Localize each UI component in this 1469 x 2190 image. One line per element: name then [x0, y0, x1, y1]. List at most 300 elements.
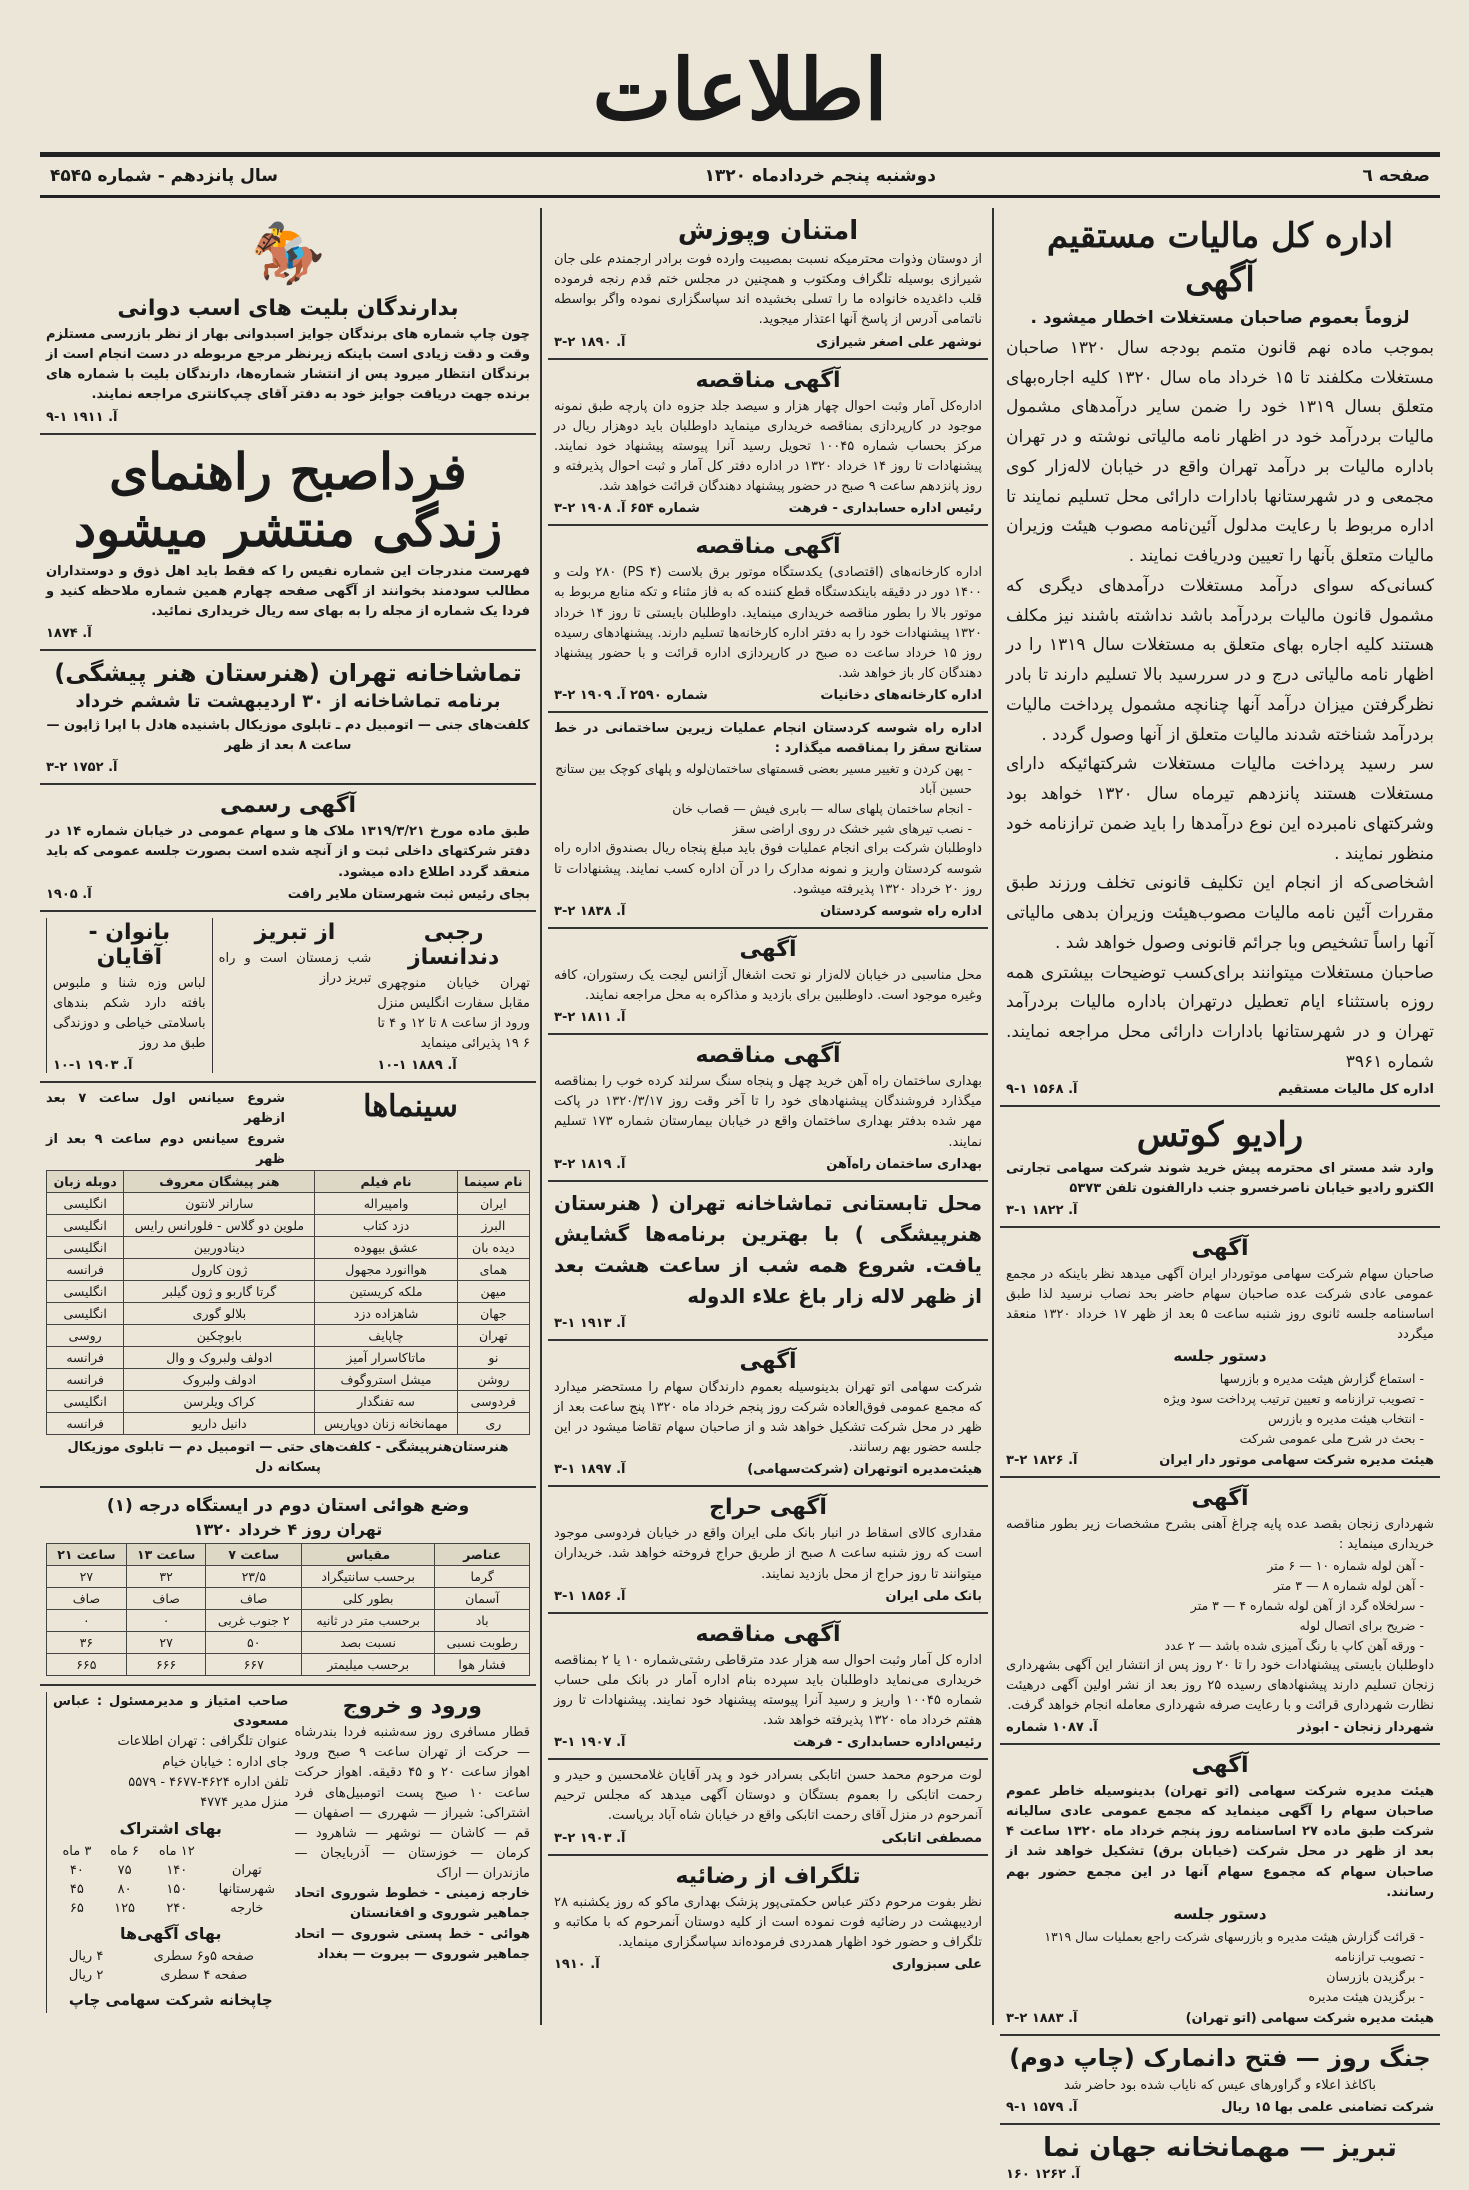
- weather-cell: برحسب سانتیگراد: [302, 1566, 435, 1588]
- zanjan-item: - آهن لوله شماره ۱۰ — ۶ متر: [1006, 1556, 1424, 1576]
- tax-notice: [1000, 208, 1440, 1107]
- tax-heading: اداره کل مالیات مستقیم: [1046, 216, 1394, 256]
- cinema-cell: تهران: [457, 1324, 529, 1346]
- tender-heading: آگهی مناقصه: [695, 1621, 841, 1647]
- shares-notice: [548, 1341, 988, 1488]
- cinema-row: [47, 1346, 530, 1368]
- horse-rider-icon: 🏇: [250, 219, 326, 289]
- tender-meters: [548, 1614, 988, 1761]
- publisher-line: تلفن اداره ۴۶۲۴-۴۶۷۷ - ۵۵۷۹: [128, 1774, 289, 1790]
- zanjan-item: - ضریح برای اتصال لوله: [1006, 1616, 1424, 1636]
- weather-cell: ۳۶: [47, 1632, 127, 1654]
- column-middle: [548, 208, 988, 2025]
- ads-price-cell: ۴ ریال: [68, 1948, 104, 1964]
- book-publisher: شرکت تضامنی علمی بها ۱۵ ریال: [1221, 2100, 1434, 2116]
- thanks-signature: نوشهر علی اصغر شیرازی: [816, 334, 982, 350]
- tender-body: اداره کل آمار وثبت احوال سه هزار عدد مترقاطی رشتی‌شماره ۱۰ یا ۲ بمناقصه خریداری می‌نماید داوطلبان باید سپرده بنام اداره آمار در بانک ملی حساب شماره ۱۰۰۴۵ واریز و رسید آنرا پیوسته پیشنهاد خود نمایند. پیشنهادات تا روز هفتم خرداد ماه ۱۳۲۰ پذیرفته خواهد شد.: [554, 1652, 983, 1729]
- tax-signature: اداره کل مالیات مستقیم: [1278, 1081, 1434, 1097]
- weather-cell: ۲۳/۵: [206, 1566, 302, 1588]
- subs-cell: خارجه: [230, 1900, 264, 1916]
- shares-ref: آ. ۱۸۹۷ ۱-۳: [554, 1462, 626, 1478]
- traffic-box: [295, 1692, 531, 2013]
- cinema-row: [47, 1302, 530, 1324]
- cinema-row: [47, 1258, 530, 1280]
- traffic-body: قطار مسافری روز سه‌شنبه فردا بندرشاه — حرکت از تهران ساعت ۹ صبح ورود اهواز ساعت ۲۰ و ۴۵ دقیقه. اهواز حرکت ساعت ۱۰ صبح پست اتومبیل‌های فرد اشتراکی: شیراز — شهرری — اصفهان — قم — کاشان — نوشهر — شاهرود — کرمان — خوزستان — آذربایجان — مازندران — اراک: [294, 1725, 530, 1882]
- telegram-notice: [548, 1856, 988, 1980]
- subs-cell: ۴۰: [69, 1862, 84, 1878]
- cinema-cell: چاپایف: [315, 1324, 457, 1346]
- meeting-agenda: [1006, 1927, 1434, 2007]
- mourning-notice: [548, 1760, 988, 1855]
- weather-cell: بطور کلی: [302, 1588, 435, 1610]
- cinema-cell: البرز: [457, 1214, 529, 1236]
- subs-cell: ۸۰: [117, 1881, 132, 1897]
- mourning-ref: آ. ۱۹۰۳ ۲-۳: [554, 1830, 626, 1846]
- footer-info: [40, 1686, 536, 2021]
- zanjan-item: - ورقه آهن کاپ با رنگ آمیزی شده باشد — ۲ عدد: [1006, 1636, 1424, 1656]
- book-ref: آ. ۱۵۷۹ ۱-۹: [1006, 2100, 1078, 2116]
- weather-cell: ۶۶۶: [126, 1654, 206, 1676]
- auction-notice: [548, 1487, 988, 1613]
- road-ref: آ. ۱۸۳۸ ۲-۳: [554, 903, 626, 919]
- small-ad-body: شب زمستان است و راه تبریز دراز: [218, 950, 372, 986]
- cinema-row: [47, 1390, 530, 1412]
- tax-signature-row: [1006, 1082, 1434, 1097]
- thanks-heading: امتنان وپوزش: [677, 216, 859, 246]
- rent-heading: آگهی: [739, 936, 797, 962]
- cinema-cell: ژون کارول: [124, 1258, 315, 1280]
- tax-paragraph: اشخاصی‌که از انجام این تکلیف قانونی تخلف ورزند طبق مقررات آئین نامه مالیات مصوب‌هیئت وزیران بدهی مالیاتی آنها راساً تشخیص وبا جرائم قانونی وصول خواهد شد .: [1006, 873, 1434, 953]
- weather-cell: ۰: [47, 1610, 127, 1632]
- tender-ref: آ. ۱۸۱۹ ۲-۳: [554, 1156, 626, 1172]
- agenda-item: - برگزیدن بازرسان: [1006, 1967, 1424, 1987]
- cinema-cell: انگلیسی: [47, 1214, 124, 1236]
- column-right: [1000, 208, 1440, 2183]
- road-item: - انجام ساختمان پلهای ساله — بابری فیش — قصاب خان: [554, 799, 972, 819]
- hotel-heading: تبریز — مهمانخانه جهان نما: [1043, 2133, 1397, 2164]
- tender-signature: اداره کارخانه‌های دخانیات: [820, 688, 982, 704]
- agenda-item: - تصویب ترازنامه: [1006, 1947, 1424, 1967]
- road-tender: [548, 713, 988, 929]
- publisher-line: صاحب امتیاز و مدیرمسئول : عباس مسعودی: [53, 1694, 289, 1730]
- cinema-cell: ملوین دو گلاس - فلورانس رایس: [124, 1214, 315, 1236]
- official-ref: آ. ۱۹۰۵: [46, 886, 92, 902]
- issue-date: دوشنبه پنجم خردادماه ۱۳۲۰: [704, 166, 936, 186]
- cinema-row: [47, 1324, 530, 1346]
- subs-cell: ۶۵: [69, 1900, 84, 1916]
- official-notice: [40, 785, 536, 911]
- cinema-cell: هواانورد مجهول: [315, 1258, 457, 1280]
- weather-cell: ۲ جنوب غربی: [206, 1610, 302, 1632]
- weather-cell: ۲۷: [126, 1632, 206, 1654]
- theatre-program: [40, 651, 536, 785]
- subs-cell: ۷۵: [117, 1862, 132, 1878]
- publisher-box: [46, 1692, 289, 2013]
- subs-cell: شهرستانها: [218, 1881, 276, 1897]
- cinema-cell: گرتا گاربو و ژون گیلبر: [124, 1280, 315, 1302]
- small-ad-ref: آ. ۱۸۸۹ ۱-۱۰: [377, 1058, 457, 1074]
- subs-row: [53, 1880, 289, 1899]
- tax-lead: لزوماً بعموم صاحبان مستغلات اخطار میشود .: [1030, 308, 1410, 328]
- radio-ref: آ. ۱۸۲۲ ۱-۳: [1006, 1202, 1078, 1218]
- radio-ad: [1000, 1107, 1440, 1228]
- subs-column-header: ۱۲ ماه: [158, 1843, 195, 1859]
- lottery-notice: [40, 208, 536, 435]
- cinema-row: [47, 1214, 530, 1236]
- agenda-item: - قرائت گزارش هیئت مدیره و بازرسهای شرکت راجع بعملیات سال ۱۳۱۹: [1006, 1927, 1424, 1947]
- auction-heading: آگهی حراج: [709, 1495, 827, 1521]
- column-rule: [992, 208, 994, 2025]
- tender-heading: آگهی مناقصه: [695, 367, 841, 393]
- cinema-cell: انگلیسی: [47, 1302, 124, 1324]
- issue-number: سال پانزدهم - شماره ۴۵۴۵: [50, 166, 278, 186]
- small-ad: [46, 918, 206, 1074]
- guide-magazine-ad: [40, 435, 536, 651]
- cinema-cell: ملکه کریستین: [315, 1280, 457, 1302]
- subs-cell: ۱۲۵: [114, 1900, 136, 1916]
- ads-price-row: [53, 1966, 289, 1985]
- cinema-row: [47, 1192, 530, 1214]
- tax-subheading: آگهی: [1185, 260, 1255, 300]
- publisher-line: جای اداره : خیابان خیام: [162, 1754, 289, 1770]
- agenda-item: - استماع گزارش هیئت مدیره و بازرسها: [1006, 1369, 1424, 1389]
- telegram-signature: علی سبزواری: [892, 1957, 982, 1973]
- hotel-ref: آ. ۱۲۶۲ ۱۶۰: [1006, 2167, 1081, 2183]
- cinema-footer: هنرستان‌هنرپیشگی - کلفت‌های حتی — اتومبیل دم — تابلوی موزیکال پسکانه دل: [67, 1439, 509, 1475]
- weather-cell: گرما: [435, 1566, 530, 1588]
- hotel-ad: [1000, 2125, 1440, 2190]
- cinema-cell: روشن: [457, 1368, 529, 1390]
- cinema-cell: انگلیسی: [47, 1192, 124, 1214]
- cinema-cell: انگلیسی: [47, 1390, 124, 1412]
- column-left: [40, 208, 536, 2025]
- cinema-cell: فردوسی: [457, 1390, 529, 1412]
- cinema-cell: سه تفنگدار: [315, 1390, 457, 1412]
- cinema-heading: سینماها: [363, 1089, 458, 1125]
- cinema-cell: نو: [457, 1346, 529, 1368]
- motor-heading: آگهی: [1191, 1235, 1249, 1261]
- weather-cell: باد: [435, 1610, 530, 1632]
- ads-heading: بهای آگهی‌ها: [120, 1923, 222, 1943]
- cinema-cell: انگلیسی: [47, 1236, 124, 1258]
- motor-agenda-title: دستور جلسه: [1173, 1347, 1267, 1366]
- rent-notice: [548, 929, 988, 1035]
- cinema-cell: ادولف ولبروک و وال: [124, 1346, 315, 1368]
- lottery-ref: آ. ۱۹۱۱ ۱-۹: [46, 409, 118, 425]
- shares-heading: آگهی: [739, 1348, 797, 1374]
- subs-row: [53, 1899, 289, 1918]
- auction-signature: بانک ملی ایران: [885, 1588, 982, 1604]
- weather-cell: صاف: [47, 1588, 127, 1610]
- theatre-heading: تماشاخانه تهران (هنرستان هنر پیشگی): [54, 658, 522, 687]
- cinema-cell: عشق بیهوده: [315, 1236, 457, 1258]
- small-ad-heading: از تبریز: [254, 919, 336, 945]
- small-ad: [212, 918, 372, 1074]
- small-ad: [377, 918, 530, 1074]
- cinema-cell: فرانسه: [47, 1258, 124, 1280]
- zanjan-item: - سرلخلاه گرد از آهن لوله شماره ۴ — ۳ متر: [1006, 1596, 1424, 1616]
- radio-heading: رادیو کوتس: [1136, 1114, 1304, 1155]
- cinema-cell: میشل استروگوف: [315, 1368, 457, 1390]
- thanks-ref: آ. ۱۸۹۰ ۲-۳: [554, 334, 626, 350]
- summer-ref: آ. ۱۹۱۳ ۱-۳: [554, 1315, 626, 1331]
- cinema-column-header: هنر پیشگان معروف: [124, 1170, 315, 1192]
- ads-price-table: [53, 1947, 289, 1985]
- weather-cell: ۰: [126, 1610, 206, 1632]
- weather-report: [40, 1488, 536, 1686]
- subs-heading: بهای اشتراک: [119, 1818, 222, 1838]
- mourning-signature: مصطفی اتابکی: [881, 1830, 982, 1846]
- lottery-body: چون چاپ شماره های برندگان جوایز اسبدوانی بهار از نظر بازرسی مستلزم وقت و دقت زیادی است باینکه زیرنظر مرجع مربوطه در دست انجام است از برندگان انتظار میرود پس از انتشار شماره‌ها، دارندگان بلیت با شماره های برنده جهت دریافت جوایز خود به دفتر آقای چپ‌کانتری مراجعه نمایند.: [46, 327, 530, 403]
- weather-cell: ۶۶۵: [47, 1654, 127, 1676]
- traffic-foreign: خارجه زمینی - خطوط شوروی اتحاد جماهیر شوروی و افغانستان: [294, 1886, 530, 1922]
- meeting-ref: آ. ۱۸۸۳ ۲-۳: [1006, 2010, 1078, 2026]
- cinema-table: [46, 1170, 530, 1435]
- publisher-line: عنوان تلگرافی : تهران اطلاعات: [117, 1734, 289, 1750]
- weather-cell: ۶۶۷: [206, 1654, 302, 1676]
- meeting-agenda-title: دستور جلسه: [1173, 1904, 1267, 1923]
- rent-ref: آ. ۱۸۱۱ ۲-۳: [554, 1010, 626, 1026]
- book-heading: جنگ روز — فتح دانمارک (چاپ دوم): [1009, 2043, 1431, 2072]
- road-item: - پهن کردن و تغییر مسیر بعضی قسمتهای ساختمان‌لوله و پلهای کوچک بین ستانج حسین آباد: [554, 759, 972, 799]
- agenda-item: - بحث در شرح ملی عمومی شرکت: [1006, 1429, 1424, 1449]
- weather-column-header: ساعت ۱۳: [126, 1544, 206, 1566]
- theatre-body: کلفت‌های جنی — اتومبیل دم ـ تابلوی موزیکال باشنیده هادل با اپرا ژاپون — ساعت ۸ بعد از ظهر: [46, 717, 530, 754]
- cinema-column-header: دوبله زبان: [47, 1170, 124, 1192]
- auction-body: مقداری کالای اسقاط در انبار بانک ملی ایران واقع در خیابان فردوسی موجود است که روز شنبه ساعت ۸ صبح از طریق حراج فروخته خواهد شد. خریداران میتوانند تا روز حراج از محل بازدید نمایند.: [554, 1526, 982, 1582]
- motor-company-notice: [1000, 1228, 1440, 1479]
- tender-railway: [548, 1035, 988, 1182]
- tax-paragraph: سر رسید پرداخت مالیات مستغلات شرکتهائیکه دارای مستغلات هستند پانزدهم تیرماه سال ۱۳۲۰ خواهد بود وشرکتهای نامبرده این نوع درآمدها را باید ضمن ترازنامه خود منظور نمایند .: [1006, 754, 1435, 864]
- cinema-cell: فرانسه: [47, 1368, 124, 1390]
- cinema-cell: وامپیراله: [315, 1192, 457, 1214]
- subs-cell: ۴۵: [69, 1881, 84, 1897]
- theatre-sub: برنامه تماشاخانه از ۳۰ اردیبهشت تا ششم خرداد: [75, 690, 501, 712]
- cinema-cell: فرانسه: [47, 1412, 124, 1434]
- tax-paragraph: صاحبان مستغلات میتوانند برای‌کسب توضیحات بیشتری همه روزه باستثناء ایام تعطیل درتهران باداره مالیات بردرآمد تهران و در شهرستانها بادارات دارائی محل مراجعه نمایند. شماره ۳۹۶۱: [1006, 962, 1434, 1072]
- zanjan-note: داوطلبان بایستی پیشنهادات خود را تا ۲۰ روز پس از انتشار این آگهی بشهرداری زنجان تسلیم دارند پیشنهادهای رسیده ۲۵ روز بعد از نشر اولین آگهی درهیئت نظارت شهرداری قرائت و با رعایت صرفه شهرداری معامله انجام خواهد گرفت.: [1006, 1657, 1434, 1713]
- thanks-body: از دوستان وذوات محترمیکه نسبت بمصیبت وارده فوت برادر ارجمندم علی جان شیرازی بوسیله تلگراف ومکتوب و همچنین در مجلس ختم قدم رنجه فرموده قلب داغدیده خانواده ما را تسلی بخشیده اند سپاسگزاری نموده واگر بواسطه ناتمامی آدرس از پاسخ آنها اعتذار میجوید.: [554, 252, 982, 328]
- cinema-cell: سارانر لانتون: [124, 1192, 315, 1214]
- cinema-cell: کراک ویلرسن: [124, 1390, 315, 1412]
- auto-tehran-meeting: [1000, 1745, 1440, 2036]
- weather-cell: ۵۰: [206, 1632, 302, 1654]
- zanjan-items: [1006, 1556, 1434, 1656]
- motor-agenda: [1006, 1369, 1434, 1449]
- motor-signature: هیئت مدیره شرکت سهامی موتور دار ایران: [1159, 1453, 1434, 1469]
- weather-cell: نسبت بصد: [302, 1632, 435, 1654]
- cinema-cell: ری: [457, 1412, 529, 1434]
- small-ads-row: [40, 912, 536, 1084]
- subs-cell: ۲۴۰: [166, 1900, 188, 1916]
- tax-ref: آ. ۱۵۶۸ ۱-۹: [1006, 1081, 1078, 1097]
- shares-signature: هیئت‌مدیره اتوتهران (شرکت‌سهامی): [747, 1462, 982, 1478]
- ads-price-cell: ۲ ریال: [68, 1967, 104, 1983]
- zanjan-ref: آ. ۱۰۸۷ شماره: [1006, 1720, 1098, 1736]
- cinema-cell: ایران: [457, 1192, 529, 1214]
- weather-column-header: ساعت ۲۱: [47, 1544, 127, 1566]
- tender-factories: [548, 526, 988, 713]
- cinema-cell: همای: [457, 1258, 529, 1280]
- weather-cell: آسمان: [435, 1588, 530, 1610]
- cinema-cell: جهان: [457, 1302, 529, 1324]
- zanjan-heading: آگهی: [1191, 1486, 1249, 1512]
- cinema-listings: [40, 1083, 536, 1488]
- small-ad-ref: آ. ۱۹۰۳ ۱-۱۰: [52, 1058, 133, 1074]
- tender-body: بهداری ساختمان راه آهن خرید چهل و پنجاه سنگ سرلند کرده خوب را بمناقصه میگذارد فروشندگان پیشنهادهای خود را تا آخر وقت روز ۱۳۲۰/۳/۱۷ در پاکت مهر شده بدفتر بهداری ساختمان واقع در خیابان بیمارستان شماره ۱۷۳ تسلیم نمایند.: [554, 1074, 982, 1150]
- weather-column-header: عناصر: [435, 1544, 530, 1566]
- tender-ref: آ. ۱۹۰۷ ۱-۳: [554, 1735, 626, 1751]
- cinema-cell: بلالو گوری: [124, 1302, 315, 1324]
- cinema-cell: فرانسه: [47, 1346, 124, 1368]
- cinema-cell: بابوچکین: [124, 1324, 315, 1346]
- weather-row: [47, 1632, 530, 1654]
- guide-ref: آ. ۱۸۷۴: [46, 625, 92, 641]
- cinema-cell: مهمانخانه زنان دوپاریس: [315, 1412, 457, 1434]
- cinema-cell: انگلیسی: [47, 1280, 124, 1302]
- summer-theatre: [548, 1182, 988, 1341]
- guide-heading: فرداصبح راهنمای زندگی منتشر میشود: [73, 441, 503, 559]
- traffic-air: هوائی - خط پستی شوروی — اتحاد جماهیر شوروی — بیروت — بغداد: [294, 1926, 530, 1962]
- tender-body: اداره‌کل آمار وثبت احوال چهار هزار و سیصد جلد جزوه دان پارچه طبق نمونه موجود در کارپردازی بمناقصه خریداری مینماید داوطلبان باید دوهزار ریال در مرکز بحساب شماره ۱۰۰۴۵ تحویل رسید آنرا پیوسته پیشنهاد خود نمایند. پیشنهادات تا روز ۱۴ خرداد ۱۳۲۰ در اداره دفتر کل آمار و ثبت احوال پذیرفته و روز پانزدهم ساعت ۹ صبح در حضور پیشنهاد دهندگان قرائت خواهد شد.: [554, 398, 982, 495]
- cinema-row: [47, 1236, 530, 1258]
- cinema-row: [47, 1412, 530, 1434]
- agenda-item: - انتخاب هیئت مدیره و بازرس: [1006, 1409, 1424, 1429]
- book-ad: [1000, 2036, 1440, 2125]
- theatre-ref: آ. ۱۷۵۲ ۲-۳: [46, 760, 118, 776]
- weather-cell: برحسب متر در ثانیه: [302, 1610, 435, 1632]
- cinema-cell: روسی: [47, 1324, 124, 1346]
- cinema-cell: میهن: [457, 1280, 529, 1302]
- weather-column-header: مقیاس: [302, 1544, 435, 1566]
- rent-body: محل مناسبی در خیابان لاله‌زار نو تحت اشغال آژانس لیجت یک رستوران، کافه وغیره موجود است. داوطلبین برای بازدید و مذاکره به محل مراجعه نمایند.: [554, 967, 982, 1003]
- small-ad-body: تهران خیابان منوچهری مقابل سفارت انگلیس منزل ورود از ساعت ۸ تا ۱۲ و ۴ تا ۶ ۱۹ پذیرائی مینماید: [377, 975, 531, 1052]
- auction-ref: آ. ۱۸۵۶ ۱-۳: [554, 1588, 626, 1604]
- official-signature: بجای رئیس ثبت شهرستان ملایر رافت: [287, 886, 530, 902]
- cinema-cell: ادولف ولبروک: [124, 1368, 315, 1390]
- telegram-ref: آ. ۱۹۱۰: [554, 1957, 600, 1973]
- meeting-body: هیئت مدیره شرکت سهامی (اتو تهران) بدینوسیله خاطر عموم صاحبان سهام را آگهی مینماید که مجمع عمومی عادی سالیانه شرکت طبق ماده ۲۷ اساسنامه روز پنجم خرداد ماه ۱۳۲۰ ساعت ۴ بعد از ظهر در محل شرکت (خیابان برق) تشکیل خواهد شد از صاحبان سهام که مجموع سهام آنها در این مجمع حضور بهم رسانند.: [1006, 1784, 1434, 1900]
- summer-body: محل تابستانی تماشاخانه تهران ( هنرستان هنرپیشگی ) با بهترین برنامه‌ها گشایش یافت. شروع همه شب از ساعت هشت بعد از ظهر لاله زار باغ علاء الدوله: [554, 1190, 982, 1308]
- small-ad-body: لباس وزه شنا و ملبوس بافته دارد شکم بندهای باسلامتی خیاطی و دوزندگی طبق مد روز: [52, 975, 206, 1052]
- agenda-item: - برگزیدن هیئت مدیره: [1006, 1987, 1424, 2007]
- weather-cell: صاف: [206, 1588, 302, 1610]
- tender-signature: رئیس‌اداره حسابداری - فرهت: [793, 1735, 982, 1751]
- tender-body: اداره کارخانه‌های (اقتصادی) یکدستگاه موتور برق بلاست (۴ PS) ۲۸۰ ولت و ۱۴۰۰ دور در دقیقه باینکدستگاه قطع کننده که به فاز مثناء و تکه منابع مربوط به موتور بالا را بطور مناقصه خریداری مینماید. داوطلبان بایستی تا روز ۱۴ خرداد ۱۳۲۰ پیشنهادات خود را به دفتر اداره کارخانه‌ها تسلیم دارند. پیشنهادهای رسیده روز ۱۵ خرداد ساعت ده صبح در کارپردازی اداره قرائت و با حضور پیشنهاد دهندگان کار باز خواهد شد.: [554, 565, 983, 681]
- weather-cell: برحسب میلیمتر: [302, 1654, 435, 1676]
- cinema-cell: دیده بان: [457, 1236, 529, 1258]
- tender-stats: [548, 360, 988, 527]
- subs-column-header: ۶ ماه: [110, 1843, 139, 1859]
- cinema-cell: شاهزاده دزد: [315, 1302, 457, 1324]
- subs-row: [53, 1861, 289, 1880]
- weather-cell: فشار هوا: [435, 1654, 530, 1676]
- thanks-notice: [548, 208, 988, 360]
- road-items: [554, 759, 982, 839]
- zanjan-body: شهرداری زنجان بقصد عده پایه چراغ آهنی بشرح مشخصات زیر بطور مناقصه خریداری مینماید :: [1006, 1517, 1434, 1553]
- subs-cell: ۱۵۰: [166, 1881, 188, 1897]
- official-heading: آگهی رسمی: [219, 793, 357, 819]
- official-body: طبق ماده مورخ ۱۳۱۹/۳/۲۱ ملاک ها و سهام عمومی در خیابان شماره ۱۴ در دفتر شرکتهای داخلی ثبت و از آنچه شده است بصورت جلسه عمومی که باید منعقد گردد اطلاع داده میشود.: [46, 824, 530, 880]
- zanjan-signature: شهردار زنجان - ابوذر: [1297, 1720, 1434, 1736]
- motor-body: صاحبان سهام شرکت سهامی موتوردار ایران آگهی میدهد نظر باینکه در مجمع عمومی عادی شرکت عده صاحبان سهام حاضر بحد نصاب نرسید لذا طبق اساسنامه جلسه ثانوی روز شنبه ساعت ۵ بعد از ظهر ۱۷ خرداد ۱۳۲۰ منعقد میگردد: [1006, 1266, 1434, 1343]
- press-name: چاپخانه شرکت سهامی چاپ: [68, 1990, 273, 2009]
- small-ad-heading: بانوان - آقایان: [88, 919, 171, 970]
- road-body: اداره راه شوسه کردستان انجام عملیات زیرین ساختمانی در خط ستانج سقز را بمناقصه میگذارد :: [554, 721, 982, 757]
- weather-heading: وضع هوائی استان دوم در ایستگاه درجه (۱): [106, 1496, 470, 1517]
- cinema-note: شروع سیانس دوم ساعت ۹ بعد از ظهر: [46, 1131, 285, 1167]
- shares-body: شرکت سهامی اتو تهران بدینوسیله بعموم دارندگان سهام را مستحضر میدارد که مجمع عمومی فوق‌العاده شرکت روز پنجم خرداد ماه ۱۳۲۰ پنج ساعت بعد از ظهر در محل شرکت تشکیل خواهد شد و از صاحبان سهام تقاضا میشود در این جلسه حضور بهم رسانند.: [554, 1379, 982, 1456]
- cinema-cell: دانیل داریو: [124, 1412, 315, 1434]
- issue-bar: [40, 152, 1440, 198]
- weather-cell: رطوبت نسبی: [435, 1632, 530, 1654]
- tax-paragraph: بموجب ماده نهم قانون متمم بودجه سال ۱۳۲۰ صاحبان مستغلات مکلفند تا ۱۵ خرداد ماه سال ۱۳۲۰ کلیه اجاره‌بهای متعلق بسال ۱۳۱۹ خود را ضمن سایر درآمدهای مشمول مالیات بردرآمد خود در اظهار نامه مالیاتی نوشته و در تهران باداره مالیات بر درآمد تهران واقع در خیابان لاله‌زار کوی مجمعی و در شهرستانها بادارات دارائی محل تسلیم نمایند تا اداره مربوط با رعایت مدلول آئین‌نامه مصوب هیئت وزیران مالیات متعلق بآنها را تعیین ودریافت نمایند .: [1006, 337, 1434, 566]
- subs-cell: تهران: [231, 1862, 262, 1878]
- newspaper-title: اطلاعات: [592, 40, 888, 139]
- telegram-heading: تلگراف از رضائیه: [675, 1863, 861, 1889]
- mourning-body: لوت مرحوم محمد حسن اتابکی بسرادر خود و پدر آقایان غلامحسین و حیدر و رحمت اتابکی را بعموم بستگان و دوستان آگهی میدهد که مجلس ترحیم آنمرحوم در منزل آقای رحمت اتابکی واقع در خیابان شاه آباد برپاست.: [554, 1768, 982, 1824]
- zanjan-item: - آهن لوله شماره ۸ — ۳ متر: [1006, 1576, 1424, 1596]
- tender-heading: آگهی مناقصه: [695, 534, 841, 560]
- weather-cell: صاف: [126, 1588, 206, 1610]
- telegram-body: نظر بفوت مرحوم دکتر عباس حکمتی‌پور پزشک بهداری ماکو که روز یکشنبه ۲۸ اردیبهشت در رضائیه فوت نموده است از کلیه دوستان آنمرحوم که با مکاتبه و تلگراف و حضور خود اظهار همدردی فرموده‌اند سپاسگزاری مینماید.: [554, 1894, 982, 1950]
- publisher-line: منزل مدیر ۴۷۷۴: [200, 1794, 289, 1810]
- motor-ref: آ. ۱۸۲۶ ۲-۳: [1006, 1453, 1078, 1469]
- guide-body: فهرست مندرجات این شماره نفیس را که فقط باید اهل ذوق و دوستداران مطالب سودمند بخوانند از آگهی صفحه چهارم همین شماره ملاحظه کنید و فردا یک شماره از مجله را به بهای سه ریال خریداری نمائید.: [46, 563, 530, 619]
- cinema-cell: دینادوربین: [124, 1236, 315, 1258]
- weather-column-header: ساعت ۷: [206, 1544, 302, 1566]
- road-item: - نصب تیرهای شیر خشک در روی اراضی سقز: [554, 819, 972, 839]
- road-note: داوطلبان شرکت برای انجام عملیات فوق باید مبلغ پنجاه ریال بصندوق اداره راه شوسه کردستان واریز و نمونه مدارک را در آن اداره کسب نمایند. پیشنهادات تا روز ۲۰ خرداد ۱۳۲۰ پذیرفته میشود.: [554, 841, 982, 897]
- zanjan-notice: [1000, 1478, 1440, 1745]
- tender-heading: آگهی مناقصه: [695, 1043, 841, 1069]
- tender-signature: بهداری ساختمان راه‌آهن: [826, 1156, 982, 1172]
- weather-cell: ۳۲: [126, 1566, 206, 1588]
- tender-ref: شماره ۲۵۹۰ آ. ۱۹۰۹ ۲-۳: [554, 688, 708, 704]
- page-label: صفحه ٦: [1362, 166, 1430, 186]
- road-signature: اداره راه شوسه کردستان: [820, 903, 982, 919]
- agenda-item: - تصویب ترازنامه و تعیین ترتیب پرداخت سود ویژه: [1006, 1389, 1424, 1409]
- tax-paragraph: کسانی‌که سوای درآمد مستغلات درآمدهای دیگری که مشمول قانون مالیات بردرآمد باشد نداشته باشند نیز مکلف هستند کلیه اجاره بهای متعلق به مستغلات سال ۱۳۱۹ را در اظهار نامه مالیاتی درج و در سررسید بالا تسلیم دارند تا بادر نظرگرفتن میزان درآمد آنها چنانچه مشمول پرداخت مالیات بردرآمد شناخته شدند مالیات متعلق از آنها وصول گردد .: [1006, 575, 1434, 745]
- weather-row: [47, 1654, 530, 1676]
- weather-row: [47, 1588, 530, 1610]
- cinema-cell: ماتاکاسرار آمیز: [315, 1346, 457, 1368]
- weather-table: [46, 1543, 530, 1676]
- lottery-heading: بدارندگان بلیت های اسب دوانی: [117, 296, 459, 321]
- masthead: [40, 30, 1440, 150]
- weather-cell: ۲۷: [47, 1566, 127, 1588]
- ads-price-cell: صفحه ۵و۶ سطری: [153, 1948, 255, 1964]
- ads-price-row: [53, 1947, 289, 1966]
- book-body: باکاغذ اعلاء و گراورهای عیس که نایاب شده بود حاضر شد: [1063, 2077, 1377, 2093]
- ads-price-cell: صفحه ۴ سطری: [160, 1967, 248, 1983]
- cinema-row: [47, 1280, 530, 1302]
- weather-row: [47, 1566, 530, 1588]
- newspaper-page: [40, 30, 1440, 2183]
- cinema-column-header: نام سینما: [457, 1170, 529, 1192]
- tender-signature: رئیس اداره حسابداری - فرهت: [788, 501, 982, 517]
- subs-cell: ۱۴۰: [166, 1862, 188, 1878]
- weather-date: تهران روز ۴ خرداد ۱۳۲۰: [193, 1520, 383, 1540]
- small-ad-heading: رجبی دندانساز: [407, 919, 500, 970]
- tender-ref: شماره ۶۵۴ آ. ۱۹۰۸ ۲-۳: [554, 501, 700, 517]
- subs-column-header: ۳ ماه: [62, 1843, 92, 1859]
- traffic-heading: ورود و خروج: [342, 1694, 482, 1720]
- subs-column-header: [205, 1842, 288, 1861]
- cinema-cell: دزد کتاب: [315, 1214, 457, 1236]
- radio-body: وارد شد مستر ای محترمه پیش خرید شوند شرکت سهامی تجارتی الکترو رادیو خیابان ناصرخسرو جنب دارالفنون تلفن ۵۳۷۳: [1006, 1160, 1434, 1196]
- cinema-column-header: نام فیلم: [315, 1170, 457, 1192]
